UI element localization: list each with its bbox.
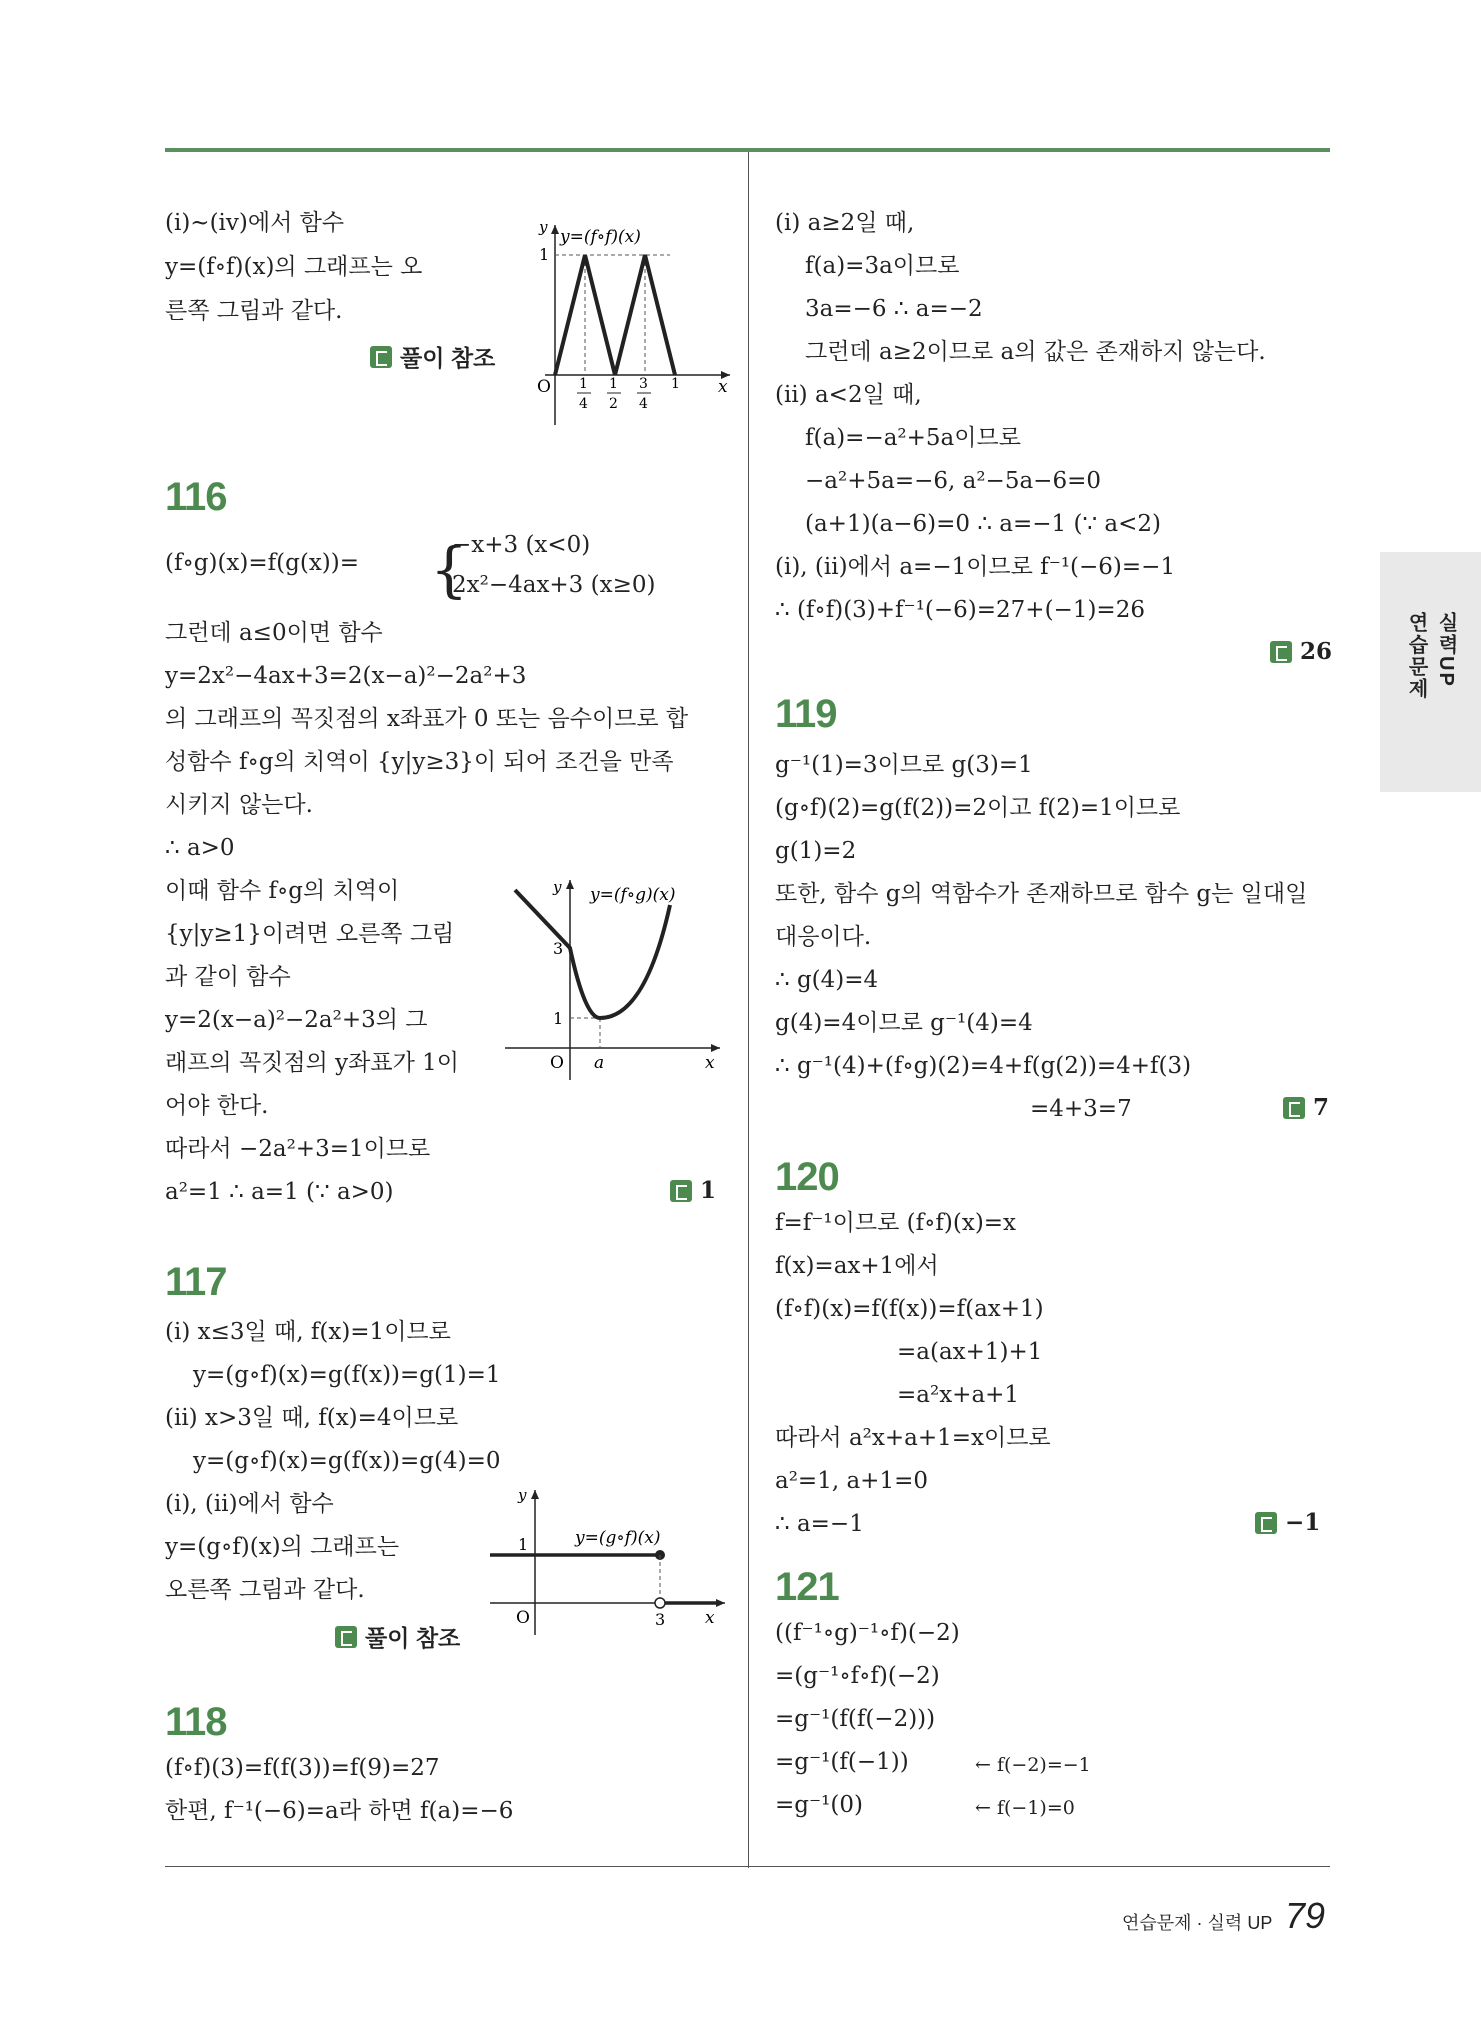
bottom-rule bbox=[165, 1866, 1330, 1867]
footer-section: 연습문제 · 실력 UP bbox=[1122, 1913, 1273, 1933]
side-tab-line2: 연습문제 bbox=[1405, 612, 1427, 700]
svg-text:4: 4 bbox=[639, 396, 648, 412]
text-line: a²=1, a+1=0 bbox=[775, 1468, 928, 1494]
text-line: 또한, 함수 g의 역함수가 존재하므로 함수 g는 일대일 bbox=[775, 881, 1308, 907]
text-line: (a+1)(a−6)=0 ∴ a=−1 (∵ a<2) bbox=[805, 511, 1161, 537]
column-divider bbox=[748, 152, 749, 1868]
answer-icon bbox=[1255, 1512, 1277, 1534]
answer-text: 1 bbox=[700, 1177, 717, 1204]
text-line: 성함수 f∘g의 치역이 {y|y≥3}이 되어 조건을 만족 bbox=[165, 749, 674, 775]
x-tick-labels bbox=[577, 376, 680, 412]
answer-label bbox=[1283, 1094, 1329, 1121]
answer-icon bbox=[1270, 641, 1292, 663]
text-line: 시키지 않는다. bbox=[165, 792, 313, 818]
text-line: =(g⁻¹∘f∘f)(−2) bbox=[775, 1663, 940, 1689]
problem-number: 118 bbox=[165, 1700, 227, 1744]
problem-number: 117 bbox=[165, 1260, 227, 1304]
origin-label: O bbox=[537, 377, 551, 397]
text-line: 래프의 꼭짓점의 y좌표가 1이 bbox=[165, 1050, 459, 1076]
answer-text: −1 bbox=[1285, 1509, 1321, 1536]
problem-number: 120 bbox=[775, 1155, 839, 1199]
text-line: (ⅰ), (ⅱ)에서 함수 bbox=[165, 1491, 334, 1517]
origin-label: O bbox=[550, 1053, 564, 1073]
side-note: ← f(−1)=0 bbox=[975, 1797, 1075, 1819]
answer-label bbox=[1255, 1509, 1320, 1536]
text-line: =g⁻¹(f(−1)) bbox=[775, 1749, 909, 1775]
x-axis-label: x bbox=[705, 1053, 715, 1073]
graph-fg bbox=[505, 870, 725, 1090]
text-line: y=(g∘f)(x)=g(f(x))=g(1)=1 bbox=[193, 1362, 501, 1388]
answer-icon bbox=[1283, 1097, 1305, 1119]
text-line: (ⅱ) a<2일 때, bbox=[775, 382, 922, 408]
side-tab-line1: 실력UP bbox=[1435, 612, 1457, 688]
text-line: (g∘f)(2)=g(f(2))=2이고 f(2)=1이므로 bbox=[775, 795, 1181, 821]
x-tick: 3 bbox=[655, 1610, 666, 1629]
answer-text: 26 bbox=[1300, 638, 1333, 665]
answer-label bbox=[335, 1620, 460, 1653]
text-line: f(a)=−a²+5a이므로 bbox=[805, 425, 1021, 451]
text-line: ∴ g(4)=4 bbox=[775, 967, 879, 993]
answer-text: 7 bbox=[1313, 1094, 1330, 1121]
text-line: y=2(x−a)²−2a²+3의 그 bbox=[165, 1007, 428, 1033]
text-line: ∴ (f∘f)(3)+f⁻¹(−6)=27+(−1)=26 bbox=[775, 597, 1145, 623]
text-line: 그런데 a≤0이면 함수 bbox=[165, 620, 383, 646]
y-axis-label: y bbox=[553, 878, 562, 896]
svg-text:2: 2 bbox=[609, 396, 618, 412]
text-line: y=(f∘f)(x)의 그래프는 오 bbox=[165, 254, 423, 280]
section-side-tab bbox=[1380, 552, 1481, 792]
svg-text:1: 1 bbox=[609, 376, 618, 392]
text-line: =g⁻¹(f(f(−2))) bbox=[775, 1706, 936, 1732]
svg-text:3: 3 bbox=[639, 376, 648, 392]
text-line: 어야 한다. bbox=[165, 1093, 269, 1119]
y-axis-label: y bbox=[539, 220, 548, 236]
answer-icon bbox=[370, 346, 392, 368]
text-line: (ⅰ) x≤3일 때, f(x)=1이므로 bbox=[165, 1319, 451, 1345]
answer-icon bbox=[670, 1180, 692, 1202]
text-line: (f∘g)(x)=f(g(x))= bbox=[165, 550, 360, 576]
text-line: {y|y≥1}이려면 오른쪽 그림 bbox=[165, 921, 455, 947]
x-axis-label: x bbox=[718, 377, 728, 397]
text-line: =a²x+a+1 bbox=[897, 1382, 1020, 1408]
text-line: (ⅰ)~(ⅳ)에서 함수 bbox=[165, 210, 345, 236]
problem-number: 121 bbox=[775, 1565, 839, 1609]
text-line: y=(g∘f)(x)의 그래프는 bbox=[165, 1534, 400, 1560]
text-line: (ⅱ) x>3일 때, f(x)=4이므로 bbox=[165, 1405, 459, 1431]
svg-text:4: 4 bbox=[579, 396, 588, 412]
answer-label bbox=[670, 1177, 716, 1204]
text-line: 의 그래프의 꼭짓점의 x좌표가 0 또는 음수이므로 합 bbox=[165, 706, 689, 732]
text-line: 이때 함수 f∘g의 치역이 bbox=[165, 878, 400, 904]
text-line: −x+3 (x<0) bbox=[452, 532, 591, 558]
origin-label: O bbox=[516, 1608, 530, 1628]
text-line: 따라서 −2a²+3=1이므로 bbox=[165, 1136, 431, 1162]
text-line: 2x²−4ax+3 (x≥0) bbox=[452, 572, 656, 598]
text-line: 오른쪽 그림과 같다. bbox=[165, 1577, 365, 1603]
text-line: ∴ a=−1 bbox=[775, 1511, 864, 1537]
text-line: 른쪽 그림과 같다. bbox=[165, 298, 343, 324]
text-line: f=f⁻¹이므로 (f∘f)(x)=x bbox=[775, 1210, 1017, 1236]
text-line: =a(ax+1)+1 bbox=[897, 1339, 1043, 1365]
text-line: 그런데 a≥2이므로 a의 값은 존재하지 않는다. bbox=[805, 339, 1266, 365]
y-tick: 1 bbox=[539, 245, 550, 264]
text-line: 대응이다. bbox=[775, 924, 872, 950]
y-tick-3: 3 bbox=[553, 939, 564, 958]
y-axis-label: y bbox=[518, 1486, 527, 1504]
svg-text:1: 1 bbox=[579, 376, 588, 392]
text-line: g(1)=2 bbox=[775, 838, 857, 864]
answer-label bbox=[370, 340, 495, 373]
text-line: ((f⁻¹∘g)⁻¹∘f)(−2) bbox=[775, 1620, 960, 1646]
answer-text: 풀이 참조 bbox=[365, 1625, 461, 1651]
problem-number: 116 bbox=[165, 475, 227, 519]
text-line: f(a)=3a이므로 bbox=[805, 253, 960, 279]
text-line: 3a=−6 ∴ a=−2 bbox=[805, 296, 983, 322]
text-line: =g⁻¹(0) bbox=[775, 1792, 863, 1818]
text-line: (ⅰ), (ⅱ)에서 a=−1이므로 f⁻¹(−6)=−1 bbox=[775, 554, 1176, 580]
y-tick: 1 bbox=[518, 1535, 529, 1554]
answer-text: 풀이 참조 bbox=[400, 345, 496, 371]
text-line: =4+3=7 bbox=[1030, 1096, 1132, 1122]
text-line: ∴ a>0 bbox=[165, 835, 235, 861]
curve-label: y=(f∘f)(x) bbox=[560, 227, 641, 247]
text-line: y=(g∘f)(x)=g(f(x))=g(4)=0 bbox=[193, 1448, 501, 1474]
curve-label: y=(f∘g)(x) bbox=[590, 885, 676, 905]
text-line: 따라서 a²x+a+1=x이므로 bbox=[775, 1425, 1051, 1451]
side-note: ← f(−2)=−1 bbox=[975, 1754, 1091, 1776]
page-number: 79 bbox=[1285, 1895, 1326, 1936]
y-tick-1: 1 bbox=[553, 1009, 564, 1028]
graph-gf bbox=[490, 1485, 730, 1640]
answer-icon bbox=[335, 1626, 357, 1648]
x-tick-a: a bbox=[594, 1053, 605, 1073]
text-line: −a²+5a=−6, a²−5a−6=0 bbox=[805, 468, 1101, 494]
text-line: 과 같이 함수 bbox=[165, 964, 291, 990]
curve-label: y=(g∘f)(x) bbox=[575, 1528, 661, 1548]
problem-number: 119 bbox=[775, 692, 837, 736]
text-line: a²=1 ∴ a=1 (∵ a>0) bbox=[165, 1179, 394, 1205]
text-line: (f∘f)(x)=f(f(x))=f(ax+1) bbox=[775, 1296, 1044, 1322]
text-line: (f∘f)(3)=f(f(3))=f(9)=27 bbox=[165, 1755, 440, 1781]
text-line: ∴ g⁻¹(4)+(f∘g)(2)=4+f(g(2))=4+f(3) bbox=[775, 1053, 1192, 1079]
text-line: f(x)=ax+1에서 bbox=[775, 1253, 939, 1279]
graph-ff bbox=[535, 220, 735, 430]
answer-label bbox=[1270, 638, 1332, 665]
x-axis-label: x bbox=[705, 1608, 715, 1628]
text-line: g⁻¹(1)=3이므로 g(3)=1 bbox=[775, 752, 1033, 778]
text-line: g(4)=4이므로 g⁻¹(4)=4 bbox=[775, 1010, 1033, 1036]
text-line: 한편, f⁻¹(−6)=a라 하면 f(a)=−6 bbox=[165, 1798, 514, 1824]
brace: { bbox=[430, 535, 469, 605]
text-line: y=2x²−4ax+3=2(x−a)²−2a²+3 bbox=[165, 663, 527, 689]
svg-text:1: 1 bbox=[671, 376, 680, 392]
text-line: (ⅰ) a≥2일 때, bbox=[775, 210, 915, 236]
